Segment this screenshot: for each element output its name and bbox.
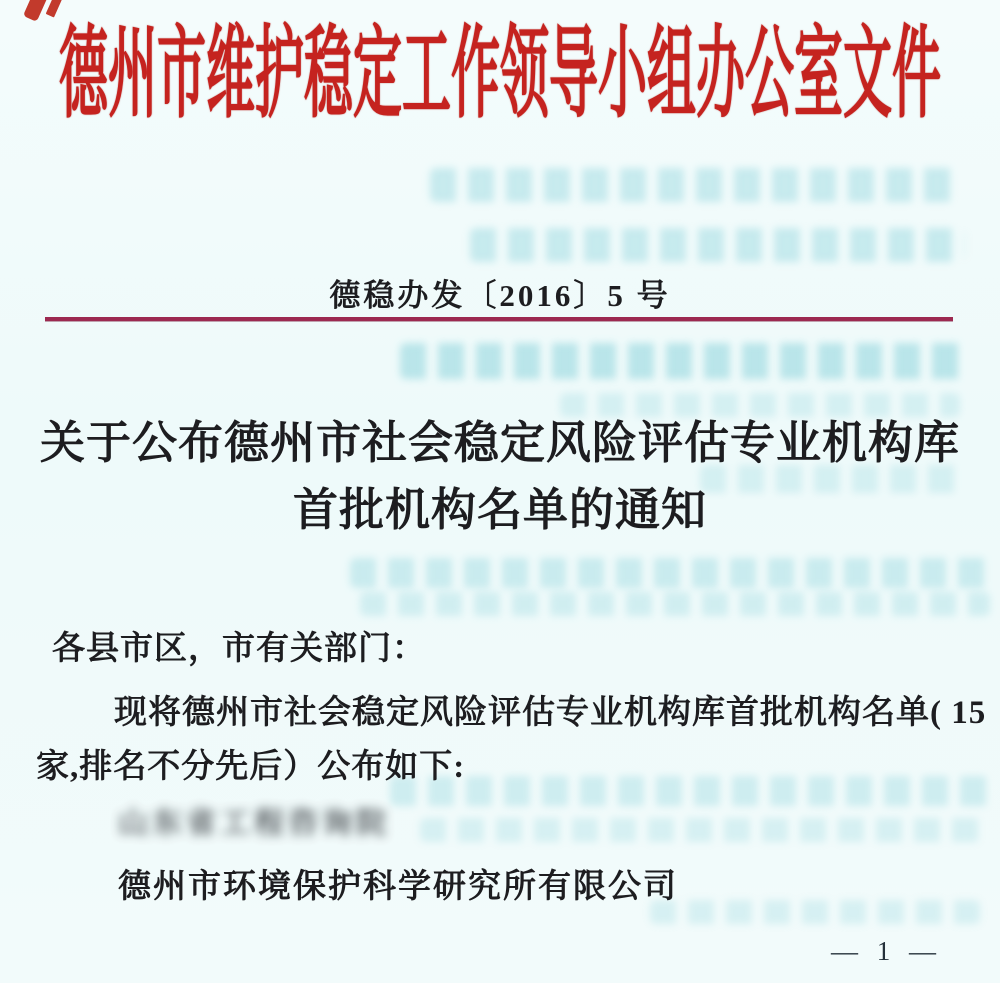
red-scan-edge-mark (23, 0, 48, 22)
bleed-through-artifact (360, 592, 990, 616)
bleed-through-artifact (350, 558, 990, 588)
bleed-through-artifact (390, 776, 990, 806)
list-item-redacted: 山东省工程咨询院 (118, 807, 390, 840)
masthead-title: 德州市维护稳定工作领导小组办公室文件 (58, 17, 941, 131)
bleed-through-artifact (430, 168, 960, 202)
document-title-line1: 关于公布德州市社会稳定风险评估专业机构库 (39, 418, 960, 468)
bleed-through-artifact (470, 228, 965, 262)
red-divider-rule (45, 317, 953, 321)
salutation-line: 各县市区，市有关部门： (52, 631, 426, 667)
document-number: 德稳办发〔2016〕5 号 (329, 278, 671, 313)
document-title-line2: 首批机构名单的通知 (292, 485, 707, 535)
page-number: — 1 — (831, 936, 942, 966)
bleed-through-artifact (420, 818, 980, 842)
bleed-through-artifact (650, 900, 980, 924)
bleed-through-artifact (400, 343, 970, 379)
body-paragraph-line2: 家,排名不分先后）公布如下: (36, 749, 466, 785)
list-item-organization: 德州市环境保护科学研究所有限公司 (118, 869, 678, 905)
document-title (0, 410, 1000, 544)
body-paragraph-line1: 现将德州市社会稳定风险评估专业机构库首批机构名单( 15 (114, 695, 987, 731)
